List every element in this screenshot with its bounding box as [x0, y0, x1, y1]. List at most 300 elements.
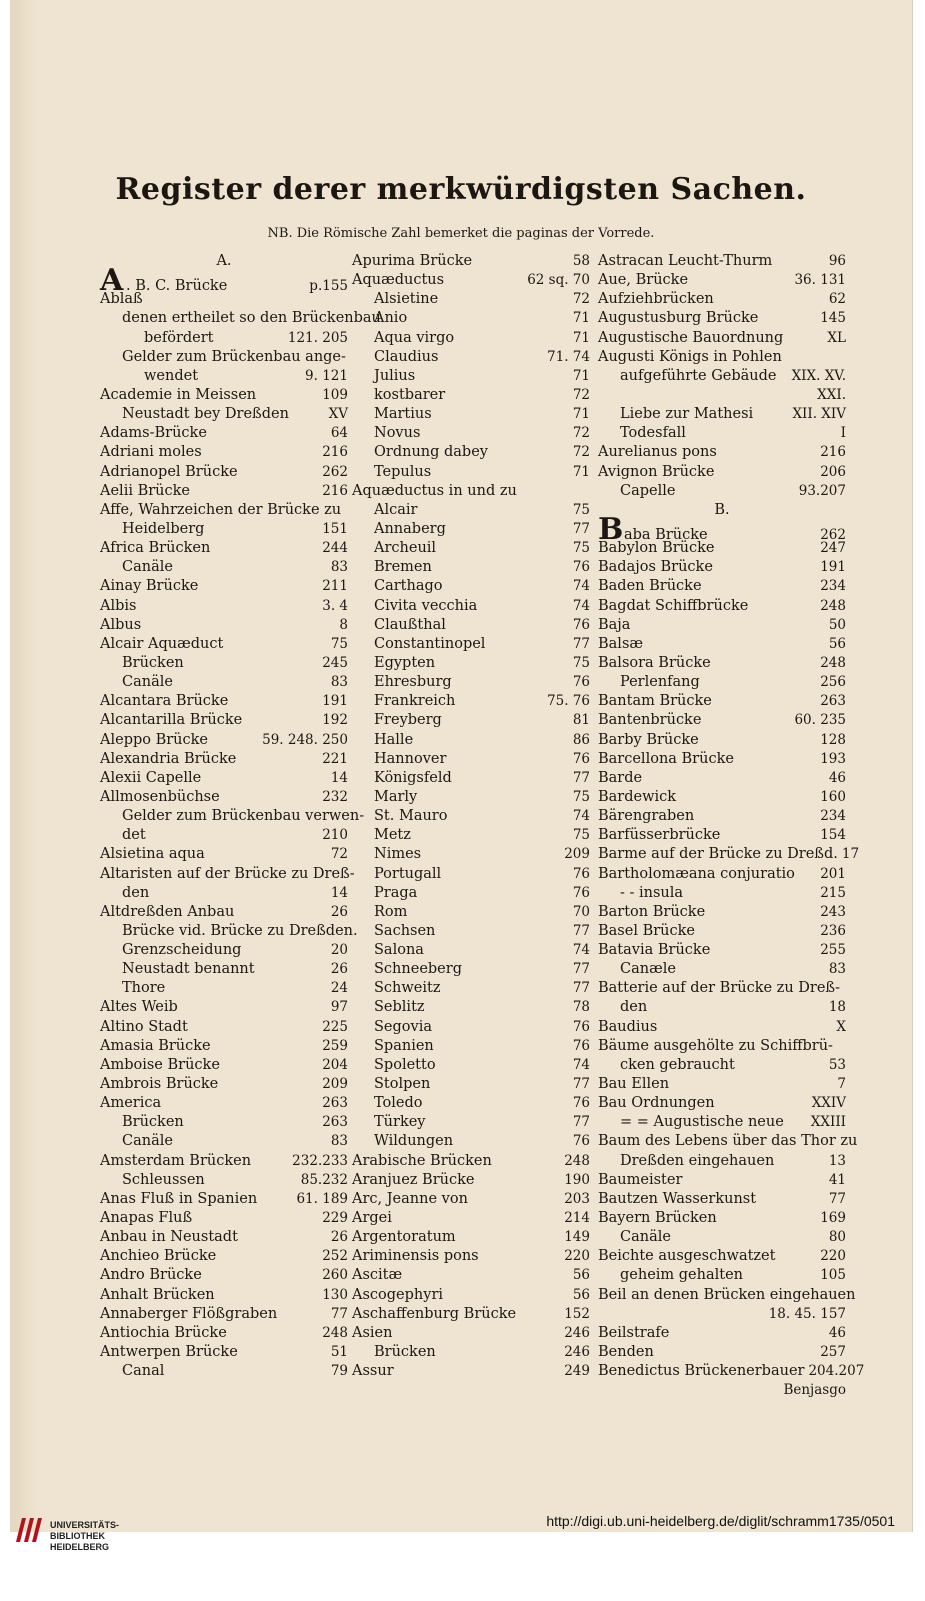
index-entry: [598, 692, 846, 711]
index-entry-pages: 86: [572, 731, 590, 748]
index-entry-term: Perlenfang: [620, 674, 700, 691]
index-entry: [100, 1266, 348, 1285]
index-entry: [100, 903, 348, 922]
index-entry: [352, 597, 590, 616]
index-entry-term: Brücken: [122, 1114, 184, 1131]
index-entry: [100, 922, 358, 941]
index-entry: [598, 1132, 858, 1151]
index-entry: [352, 443, 590, 462]
index-entry-pages: 77: [572, 1114, 590, 1131]
index-entry-pages: 234: [820, 578, 846, 595]
index-entry-pages: 71: [572, 329, 590, 346]
index-entry-term: Anapas Fluß: [100, 1210, 193, 1227]
index-entry-term: Spoletto: [374, 1056, 436, 1073]
index-entry-term: Balsæ: [598, 635, 644, 652]
index-entry-term: Baudius: [598, 1018, 658, 1035]
index-entry: [598, 443, 846, 462]
index-entry-term: Assur: [352, 1363, 394, 1380]
index-entry-term: Bremen: [374, 559, 432, 576]
index-entry: [100, 769, 348, 788]
index-entry-pages: 214: [564, 1210, 590, 1227]
index-entry-term: Academie in Meissen: [100, 386, 257, 403]
index-entry: [100, 845, 348, 864]
index-entry-pages: 243: [820, 903, 846, 920]
index-entry: [352, 1075, 590, 1094]
index-entry-term: Grenzscheidung: [122, 942, 242, 959]
index-entry-term: Arabische Brücken: [352, 1152, 492, 1169]
index-entry-pages: 77: [572, 980, 590, 997]
index-entry-term: Todesfall: [620, 425, 686, 442]
index-entry: [100, 1343, 348, 1362]
index-entry-pages: 58: [572, 253, 590, 269]
index-entry-pages: 203: [564, 1190, 590, 1207]
index-entry: [598, 998, 846, 1017]
index-entry: [598, 1266, 846, 1285]
index-entry-term: Frankreich: [374, 693, 456, 710]
index-entry-pages: 76: [572, 559, 590, 576]
index-entry: [352, 1171, 590, 1190]
index-entry-pages: 75: [330, 635, 348, 652]
index-entry-pages: 18: [828, 999, 846, 1016]
index-entry-term: Aelii Brücke: [100, 482, 190, 499]
index-entry-pages: 75: [572, 540, 590, 557]
index-entry-pages: 77: [572, 1076, 590, 1093]
index-entry: [598, 941, 846, 960]
index-entry: [100, 1171, 348, 1190]
drop-capital: B: [598, 511, 624, 547]
index-entry-pages: 263: [322, 1114, 348, 1131]
index-entry: [598, 731, 846, 750]
index-entry: [100, 673, 348, 692]
index-entry-pages: 252: [322, 1248, 348, 1265]
index-entry: [352, 1152, 590, 1171]
index-entry-term: Arc, Jeanne von: [352, 1190, 468, 1207]
index-entry-pages: 229: [322, 1210, 348, 1227]
index-entry-term: Canäle: [122, 674, 173, 691]
index-entry: [352, 635, 590, 654]
index-entry: [100, 424, 348, 443]
index-entry-pages: 59. 248. 250: [262, 731, 348, 748]
index-entry-pages: 71: [572, 310, 590, 327]
index-entry-pages: 77: [572, 961, 590, 978]
index-entry-pages: 51: [330, 1344, 348, 1361]
index-entry: [100, 1152, 348, 1171]
index-entry: [100, 731, 348, 750]
index-entry-term: Gelder zum Brückenbau verwen-: [122, 808, 365, 825]
index-entry-term: Albis: [100, 597, 137, 614]
index-entry: [100, 1132, 348, 1151]
index-entry: [598, 424, 846, 443]
index-entry-term: Dreßden eingehauen: [620, 1152, 775, 1169]
index-entry: [352, 424, 590, 443]
index-entry-pages: 244: [322, 540, 348, 557]
index-entry: [100, 865, 355, 884]
index-entry: [598, 1324, 846, 1343]
index-entry: [100, 443, 348, 462]
index-entry: [100, 960, 348, 979]
index-entry-pages: 76: [572, 865, 590, 882]
index-entry-term: Adams-Brücke: [100, 425, 207, 442]
index-entry: [598, 329, 846, 348]
index-entry-pages: 77: [330, 1305, 348, 1322]
index-entry-pages: 7: [837, 1076, 846, 1093]
index-entry: [352, 290, 590, 309]
index-entry-pages: 13: [828, 1152, 846, 1169]
index-entry-pages: 62 sq. 70: [527, 272, 590, 289]
index-entry-pages: 192: [322, 712, 348, 729]
index-entry-term: aufgeführte Gebäude: [620, 367, 777, 384]
index-entry-pages: 8: [339, 616, 348, 633]
library-name: [50, 1520, 119, 1553]
index-entry: [598, 1343, 846, 1362]
index-entry-pages: 77: [572, 769, 590, 786]
index-entry-pages: 26: [330, 961, 348, 978]
index-entry-pages: 61. 189: [296, 1190, 348, 1207]
index-entry-pages: 130: [322, 1286, 348, 1303]
index-entry: [100, 386, 348, 405]
index-entry-term: Bau Ordnungen: [598, 1095, 715, 1112]
index-entry-term: Heidelberg: [122, 520, 205, 537]
index-entry-pages: 96: [828, 253, 846, 269]
index-entry: [352, 558, 590, 577]
index-entry-pages: Benjasgo: [783, 1382, 846, 1399]
index-entry-term: geheim gehalten: [620, 1267, 744, 1284]
index-entry-pages: 74: [572, 808, 590, 825]
index-entry: [598, 1018, 846, 1037]
index-entry-term: Claudius: [374, 348, 439, 365]
index-entry: [598, 1209, 846, 1228]
index-entry-pages: 3. 4: [322, 597, 348, 614]
index-entry-pages: 50: [828, 616, 846, 633]
index-entry: [100, 520, 348, 539]
index-entry: [352, 482, 590, 501]
index-entry: [598, 979, 846, 998]
index-entry: [100, 539, 348, 558]
index-entry-pages: I: [840, 425, 846, 442]
index-entry-term: Aquæductus in und zu: [352, 482, 517, 499]
index-entry-term: Adriani moles: [100, 444, 202, 461]
index-entry: [352, 1266, 590, 1285]
index-entry-term: Annaberg: [374, 520, 446, 537]
index-entry: [100, 405, 348, 424]
index-entry-term: Aschaffenburg Brücke: [352, 1305, 517, 1322]
index-entry: [100, 1209, 348, 1228]
index-entry-term: Tepulus: [374, 463, 432, 480]
index-entry-term: den: [620, 999, 648, 1016]
index-entry-pages: 121. 205: [287, 329, 348, 346]
index-entry-term: Beil an denen Brücken eingehauen: [598, 1286, 856, 1303]
index-entry: [100, 635, 348, 654]
index-entry-pages: 36. 131: [794, 272, 846, 289]
index-entry: [100, 692, 348, 711]
index-entry-term: Seblitz: [374, 999, 425, 1016]
index-entry-term: Salona: [374, 942, 424, 959]
index-entry-pages: 56: [572, 1286, 590, 1303]
index-entry: [352, 960, 590, 979]
index-entry-pages: 220: [820, 1248, 846, 1265]
index-entry-term: Novus: [374, 425, 421, 442]
index-entry: [598, 290, 846, 309]
index-entry: [598, 1247, 846, 1266]
index-entry-term: Affe, Wahrzeichen der Brücke zu: [100, 501, 342, 518]
index-entry-term: Anas Fluß in Spanien: [100, 1190, 258, 1207]
index-entry: [598, 577, 846, 596]
index-entry: [352, 616, 590, 635]
index-entry: [352, 654, 590, 673]
index-entry: [598, 884, 846, 903]
index-entry-pages: 262: [322, 463, 348, 480]
index-entry: [100, 1228, 348, 1247]
index-entry-term: Aufziehbrücken: [598, 291, 714, 308]
index-entry-term: Schneeberg: [374, 961, 462, 978]
index-entry-pages: 93.207: [798, 482, 846, 499]
index-entry-term: Bayern Brücken: [598, 1210, 717, 1227]
index-entry: [100, 1113, 348, 1132]
index-entry: [352, 826, 590, 845]
index-entry: [100, 1286, 348, 1305]
index-entry: [598, 1113, 846, 1132]
index-entry-term: Augustusburg Brücke: [598, 310, 759, 327]
index-entry-term: Batavia Brücke: [598, 942, 711, 959]
index-entry-pages: 53: [828, 1056, 846, 1073]
index-entry: [598, 1381, 846, 1400]
index-entry-term: Augustische Bauordnung: [598, 329, 784, 346]
index-entry: [598, 1305, 846, 1324]
index-entry-pages: 225: [322, 1018, 348, 1035]
index-entry-pages: 85.232: [300, 1171, 348, 1188]
index-entry-term: Amboise Brücke: [100, 1056, 220, 1073]
index-entry: [598, 1152, 846, 1171]
index-entry: [100, 1037, 348, 1056]
index-entry-term: Altes Weib: [100, 999, 178, 1016]
index-entry-term: Halle: [374, 731, 414, 748]
index-entry: [352, 539, 590, 558]
index-entry: [598, 711, 846, 730]
index-entry-pages: 246: [564, 1324, 590, 1341]
index-entry-term: Andro Brücke: [100, 1267, 202, 1284]
index-entry: [352, 329, 590, 348]
index-entry: [100, 367, 348, 386]
index-entry: [100, 309, 381, 328]
index-entry-pages: 209: [564, 846, 590, 863]
index-entry-pages: 77: [828, 1190, 846, 1207]
index-entry: [352, 520, 590, 539]
index-entry-term: Spanien: [374, 1037, 434, 1054]
index-entry-pages: 105: [820, 1267, 846, 1284]
index-entry-term: A.: [216, 253, 232, 269]
index-entry-term: Thore: [122, 980, 166, 997]
index-entry-term: Ablaß: [100, 291, 143, 308]
index-entry-term: Anio: [374, 310, 408, 327]
page-subtitle: NB. Die Römische Zahl bemerket die paginas der Vorrede.: [267, 226, 655, 241]
index-entry: [352, 845, 590, 864]
index-entry-term: Balsora Brücke: [598, 654, 711, 671]
index-entry-term: Babylon Brücke: [598, 540, 715, 557]
index-entry-term: Nimes: [374, 846, 422, 863]
index-entry: [352, 463, 590, 482]
index-entry-pages: 128: [820, 731, 846, 748]
index-entry-term: Ambrois Brücke: [100, 1076, 219, 1093]
index-entry-term: Apurima Brücke: [352, 253, 473, 269]
index-entry-pages: 80: [828, 1229, 846, 1246]
index-entry: [100, 1056, 348, 1075]
index-entry-term: Anchieo Brücke: [100, 1248, 217, 1265]
index-entry-term: Brücken: [122, 654, 184, 671]
index-entry-term: Alcantarilla Brücke: [100, 712, 243, 729]
index-entry: [100, 252, 348, 271]
page-url-link[interactable]: http://digi.ub.uni-heidelberg.de/diglit/schramm1735/0501: [546, 1513, 895, 1529]
index-entry-pages: 75: [572, 654, 590, 671]
index-entry-pages: 76: [572, 1133, 590, 1150]
index-entry-term: Julius: [374, 367, 416, 384]
index-entry-pages: 216: [820, 444, 846, 461]
index-entry-term: Aleppo Brücke: [100, 731, 209, 748]
index-entry: [598, 1171, 846, 1190]
index-entry-term: Altdreßden Anbau: [100, 903, 235, 920]
index-entry-pages: 97: [330, 999, 348, 1016]
index-entry-term: Bartholomæana conjuratio: [598, 865, 795, 882]
index-entry-pages: 71: [572, 463, 590, 480]
index-entry: [100, 884, 348, 903]
index-entry-term: = = Augustische neue: [620, 1114, 784, 1131]
index-entry-term: den: [122, 884, 150, 901]
index-entry-term: Albus: [100, 616, 142, 633]
index-entry-term: . B. C. Brücke: [126, 278, 228, 295]
index-entry-term: Ehresburg: [374, 674, 452, 691]
index-entry-term: befördert: [144, 329, 214, 346]
index-entry: [598, 386, 846, 405]
index-entry: [100, 654, 348, 673]
index-entry-pages: 74: [572, 942, 590, 959]
index-entry: [352, 922, 590, 941]
index-entry-pages: 221: [322, 750, 348, 767]
index-entry: [100, 1075, 348, 1094]
index-entry: [100, 348, 348, 367]
index-entry-pages: 26: [330, 903, 348, 920]
index-entry-term: Barby Brücke: [598, 731, 699, 748]
index-entry: [100, 616, 348, 635]
index-entry-pages: 75. 76: [547, 693, 590, 710]
index-entry-pages: 234: [820, 808, 846, 825]
index-entry: [352, 750, 590, 769]
page-title: Register derer merkwürdigsten Sachen.: [115, 172, 807, 207]
index-entry: [598, 252, 846, 271]
index-entry: [352, 1228, 590, 1247]
index-entry-pages: 72: [572, 386, 590, 403]
index-entry: [100, 501, 348, 520]
index-entry-term: Türkey: [374, 1114, 426, 1131]
index-entry-term: Bardewick: [598, 788, 677, 805]
index-entry-term: Alcantara Brücke: [100, 693, 229, 710]
index-entry: [352, 271, 590, 290]
index-entry-pages: 263: [322, 1095, 348, 1112]
university-library-logo-icon[interactable]: [12, 1512, 44, 1548]
index-entry-term: Canal: [122, 1363, 165, 1380]
index-entry-pages: 215: [820, 884, 846, 901]
index-entry-term: Claußthal: [374, 616, 446, 633]
index-entry-term: Barde: [598, 769, 643, 786]
index-entry: [352, 348, 590, 367]
index-column-2: [352, 252, 590, 1381]
index-entry: [100, 463, 348, 482]
index-entry-term: Brücke vid. Brücke zu Dreßden.: [122, 922, 358, 939]
index-entry: [352, 501, 590, 520]
index-entry-pages: 71. 74: [547, 348, 590, 365]
index-entry: [352, 884, 590, 903]
index-entry: [598, 826, 846, 845]
index-entry: [598, 865, 846, 884]
index-entry: [100, 711, 348, 730]
index-entry-term: Aranjuez Brücke: [352, 1171, 475, 1188]
index-entry-term: Baden Brücke: [598, 578, 702, 595]
index-entry-term: Ascogephyri: [352, 1286, 444, 1303]
index-entry-term: Bautzen Wasserkunst: [598, 1190, 757, 1207]
index-entry-term: Asien: [352, 1324, 393, 1341]
index-entry: [352, 903, 590, 922]
index-entry-term: Constantinopel: [374, 635, 486, 652]
index-entry-term: Capelle: [620, 482, 676, 499]
index-entry-pages: 201: [820, 865, 846, 882]
index-entry-pages: 24: [330, 980, 348, 997]
index-entry: [100, 329, 348, 348]
index-entry-pages: 76: [572, 616, 590, 633]
index-entry: [100, 1362, 348, 1381]
index-entry-term: Ascitæ: [352, 1267, 403, 1284]
index-entry: [598, 597, 846, 616]
index-entry-pages: 76: [572, 1095, 590, 1112]
index-entry-pages: 149: [564, 1229, 590, 1246]
index-entry-pages: 152: [564, 1305, 590, 1322]
index-entry-term: Neustadt bey Dreßden: [122, 406, 289, 423]
index-entry-pages: 245: [322, 654, 348, 671]
index-entry: [598, 367, 846, 386]
index-entry-term: Alcair Aquæduct: [100, 635, 224, 652]
index-entry-term: Argentoratum: [352, 1229, 456, 1246]
index-entry-term: Portugall: [374, 865, 442, 882]
index-entry: [352, 1113, 590, 1132]
index-entry-term: Martius: [374, 406, 432, 423]
index-entry-pages: 190: [564, 1171, 590, 1188]
index-entry: [100, 826, 348, 845]
index-entry-pages: 191: [322, 693, 348, 710]
index-entry: [352, 1343, 590, 1362]
index-entry: [352, 1209, 590, 1228]
index-entry: [352, 979, 590, 998]
index-entry-term: Africa Brücken: [100, 540, 211, 557]
index-entry-pages: 154: [820, 827, 846, 844]
index-entry: [352, 1286, 590, 1305]
index-entry: [598, 309, 846, 328]
index-entry-term: Freyberg: [374, 712, 442, 729]
index-entry: [352, 386, 590, 405]
index-entry-pages: 62: [828, 291, 846, 308]
index-entry: [100, 1247, 348, 1266]
index-entry-term: Basel Brücke: [598, 922, 695, 939]
index-entry-term: Archeuil: [374, 540, 437, 557]
index-entry: [100, 577, 348, 596]
index-entry: [352, 1190, 590, 1209]
index-entry: [352, 769, 590, 788]
index-entry-pages: 169: [820, 1210, 846, 1227]
index-entry-term: Antwerpen Brücke: [100, 1344, 238, 1361]
index-entry: [100, 597, 348, 616]
index-entry-pages: 232: [322, 788, 348, 805]
index-entry-term: Bäume ausgehölte zu Schiffbrü-: [598, 1037, 833, 1054]
index-entry: [100, 998, 348, 1017]
index-entry-term: Altaristen auf der Brücke zu Dreß-: [100, 865, 355, 882]
index-entry-term: det: [122, 827, 146, 844]
index-entry-pages: 14: [330, 884, 348, 901]
